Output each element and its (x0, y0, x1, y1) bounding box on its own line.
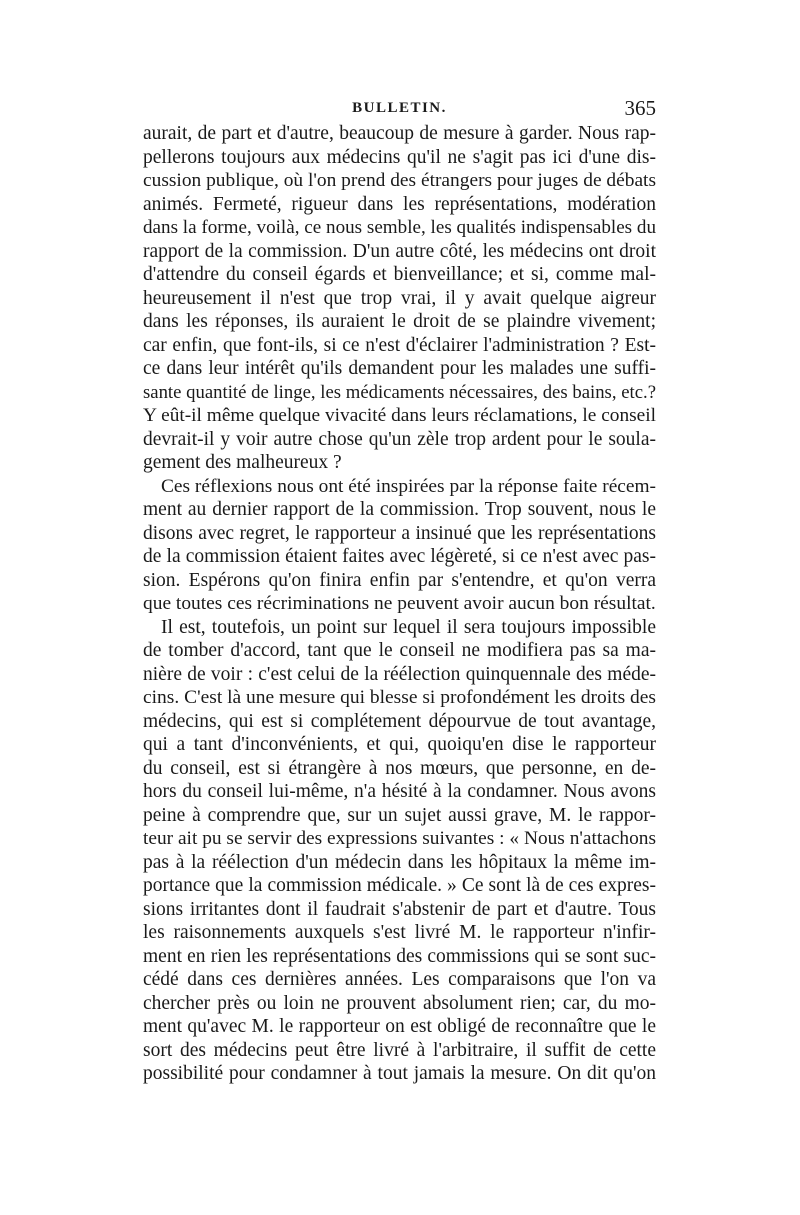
running-head (143, 98, 656, 122)
text-line: heureusement il n'est que trop vrai, il y avait quelque aigreur (143, 287, 656, 309)
text-line: car enfin, que font-ils, si ce n'est d'éclairer l'administration ? Est- (143, 334, 656, 356)
text-line: du conseil, est si étrangère à nos mœurs, que personne, en de- (143, 757, 656, 779)
text-line: cussion publique, où l'on prend des étrangers pour juges de débats (143, 170, 656, 191)
text-line: Y eût-il même quelque vivacité dans leurs réclamations, le conseil (143, 405, 656, 426)
text-line: dans la forme, voilà, ce nous semble, les qualités indispensables du (143, 217, 656, 238)
text-line: ment au dernier rapport de la commission. Trop souvent, nous le (143, 499, 656, 520)
text-line: dans les réponses, ils auraient le droit de se plaindre vivement; (143, 311, 656, 332)
paragraph-2 (143, 475, 656, 616)
paragraph-3 (143, 616, 656, 1086)
text-line: ment qu'avec M. le rapporteur on est obligé de reconnaître que le (143, 1016, 656, 1037)
paragraph-1 (143, 122, 656, 475)
text-line: que toutes ces récriminations ne peuvent avoir aucun bon résultat. (143, 593, 656, 614)
text-line: disons avec regret, le rapporteur a insinué que les représentations (143, 522, 656, 544)
text-line: rapport de la commission. D'un autre côté, les médecins ont droit (143, 240, 656, 262)
text-line: sion. Espérons qu'on finira enfin par s'entendre, et qu'on verra (143, 569, 656, 591)
text-line: peine à comprendre que, sur un sujet aussi grave, M. le rappor- (143, 804, 656, 826)
text-line: médecins, qui est si complétement dépourvue de tout avantage, (143, 710, 656, 732)
text-line: sante quantité de linge, les médicaments nécessaires, des bains, etc.? (143, 381, 656, 403)
body-text (143, 122, 656, 1086)
text-line: ment en rien les représentations des commissions qui se sont suc- (143, 945, 656, 967)
text-line: sort des médecins peut être livré à l'arbitraire, il suffit de cette (143, 1039, 656, 1061)
text-line: pas à la réélection d'un médecin dans les hôpitaux la même im- (143, 851, 656, 873)
text-line: devrait-il y voir autre chose qu'un zèle trop ardent pour le soula- (143, 428, 656, 450)
text-line: sions irritantes dont il faudrait s'abstenir de part et d'autre. Tous (143, 898, 656, 920)
text-line: aurait, de part et d'autre, beaucoup de mesure à garder. Nous rap- (143, 123, 656, 144)
text-line: pellerons toujours aux médecins qu'il ne s'agit pas ici d'une dis- (143, 146, 656, 168)
text-line: de la commission étaient faites avec légèreté, si ce n'est avec pas- (143, 546, 656, 567)
text-line: gement des malheureux ? (143, 452, 342, 473)
text-line: ce dans leur intérêt qu'ils demandent pour les malades une suffi- (143, 358, 656, 379)
running-title: BULLETIN. (352, 100, 447, 116)
text-line: Ces réflexions nous ont été inspirées par la réponse faite récem- (161, 475, 656, 497)
text-line: cins. C'est là une mesure qui blesse si profondément les droits des (143, 687, 656, 708)
page-number: 365 (624, 96, 656, 120)
text-line: possibilité pour condamner à tout jamais la mesure. On dit qu'on (143, 1063, 656, 1084)
text-line: portance que la commission médicale. » Ce sont là de ces expres- (143, 875, 656, 896)
text-line: hors du conseil lui-même, n'a hésité à la condamner. Nous avons (143, 781, 656, 802)
text-line: de tomber d'accord, tant que le conseil ne modifiera pas sa ma- (143, 640, 656, 661)
text-line: les raisonnements auxquels s'est livré M. le rapporteur n'infir- (143, 922, 656, 943)
text-line: animés. Fermeté, rigueur dans les représentations, modération (143, 193, 656, 215)
text-line: qui a tant d'inconvénients, et qui, quoiqu'en dise le rapporteur (143, 734, 656, 755)
text-line: chercher près ou loin ne prouvent absolument rien; car, du mo- (143, 992, 656, 1014)
text-line: cédé dans ces dernières années. Les comparaisons que l'on va (143, 969, 656, 990)
text-line: Il est, toutefois, un point sur lequel il sera toujours impossible (161, 616, 656, 638)
text-line: d'attendre du conseil égards et bienveillance; et si, comme mal- (143, 264, 656, 285)
text-line: teur ait pu se servir des expressions suivantes : « Nous n'attachons (143, 828, 656, 849)
text-line: nière de voir : c'est celui de la réélection quinquennale des méde- (143, 663, 656, 685)
